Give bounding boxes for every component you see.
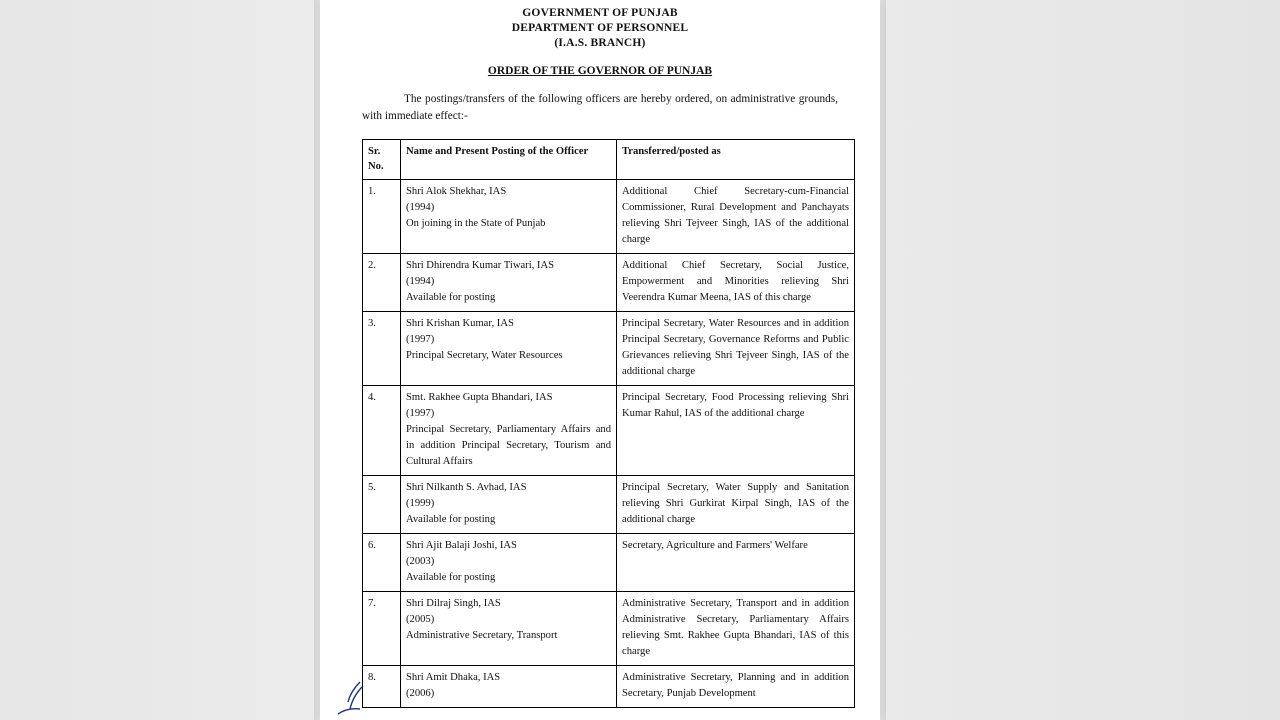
cell-sr-no: 2. xyxy=(363,254,401,312)
page-shadow-right xyxy=(880,0,886,720)
table-row xyxy=(363,534,855,592)
cell-officer xyxy=(401,592,617,666)
cell-sr-no: 5. xyxy=(363,476,401,534)
cell-transferred: Secretary, Agriculture and Farmers' Welfare xyxy=(617,534,855,592)
document-page xyxy=(320,0,880,720)
cell-officer xyxy=(401,254,617,312)
intro-text: The postings/transfers of the following officers are hereby ordered, on administrative grounds, with immediate effect:- xyxy=(362,93,838,122)
cell-transferred: Additional Chief Secretary, Social Justice, Empowerment and Minorities relieving Shri Veerendra Kumar Meena, IAS of this charge xyxy=(617,254,855,312)
officer-line: Smt. Rakhee Gupta Bhandari, IAS xyxy=(406,392,553,403)
cell-sr-no: 6. xyxy=(363,534,401,592)
cell-sr-no: 7. xyxy=(363,592,401,666)
officer-line: Shri Amit Dhaka, IAS xyxy=(406,672,501,683)
officer-line: Shri Krishan Kumar, IAS xyxy=(406,318,514,329)
cell-officer xyxy=(401,666,617,708)
officer-line: (1994) xyxy=(406,202,435,213)
table-row xyxy=(363,666,855,708)
column-header-sr-no: Sr. No. xyxy=(363,140,401,180)
cell-officer xyxy=(401,312,617,386)
table-row xyxy=(363,592,855,666)
officer-line: Available for posting xyxy=(406,514,496,525)
officer-line: Shri Dhirendra Kumar Tiwari, IAS xyxy=(406,260,555,271)
cell-transferred: Administrative Secretary, Transport and in addition Administrative Secretary, Parliamentary Affairs relieving Smt. Rakhee Gupta Bhandari, IAS of this charge xyxy=(617,592,855,666)
cell-officer xyxy=(401,476,617,534)
column-header-officer: Name and Present Posting of the Officer xyxy=(401,140,617,180)
header-line-1: GOVERNMENT OF PUNJAB xyxy=(522,7,678,19)
officer-line: Shri Alok Shekhar, IAS xyxy=(406,186,507,197)
officer-line: (1997) xyxy=(406,408,435,419)
table-row xyxy=(363,312,855,386)
order-title: ORDER OF THE GOVERNOR OF PUNJAB xyxy=(487,65,713,77)
cell-sr-no: 8. xyxy=(363,666,401,708)
cell-sr-no: 3. xyxy=(363,312,401,386)
document-header xyxy=(362,6,838,51)
officer-line: (1997) xyxy=(406,334,435,345)
cell-sr-no: 4. xyxy=(363,386,401,476)
officer-line: (2003) xyxy=(406,556,435,567)
officer-line: Administrative Secretary, Transport xyxy=(406,630,558,641)
column-header-transferred: Transferred/posted as xyxy=(617,140,855,180)
cell-transferred: Administrative Secretary, Planning and in addition Secretary, Punjab Development xyxy=(617,666,855,708)
officer-line: On joining in the State of Punjab xyxy=(406,218,546,229)
intro-paragraph xyxy=(362,91,838,125)
table-row xyxy=(363,476,855,534)
officer-line: Shri Nilkanth S. Avhad, IAS xyxy=(406,482,527,493)
cell-transferred: Principal Secretary, Water Supply and Sanitation relieving Shri Gurkirat Kirpal Singh, IAS of the additional charge xyxy=(617,476,855,534)
officer-line: (1999) xyxy=(406,498,435,509)
cell-transferred: Principal Secretary, Food Processing relieving Shri Kumar Rahul, IAS of the additional charge xyxy=(617,386,855,476)
officer-line: (2006) xyxy=(406,688,435,699)
header-line-2: DEPARTMENT OF PERSONNEL xyxy=(511,22,689,34)
officer-line: Available for posting xyxy=(406,292,496,303)
orders-table xyxy=(362,139,855,708)
cell-officer xyxy=(401,386,617,476)
officer-line: (1994) xyxy=(406,276,435,287)
officer-line: Available for posting xyxy=(406,572,496,583)
officer-line: (2005) xyxy=(406,614,435,625)
table-row xyxy=(363,180,855,254)
cell-transferred: Additional Chief Secretary-cum-Financial Commissioner, Rural Development and Panchayats relieving Shri Tejveer Singh, IAS of the additional charge xyxy=(617,180,855,254)
table-row xyxy=(363,254,855,312)
cell-officer xyxy=(401,534,617,592)
officer-line: Principal Secretary, Parliamentary Affairs and in addition Principal Secretary, Tourism and Cultural Affairs xyxy=(406,424,611,467)
table-header-row xyxy=(363,140,855,180)
cell-sr-no: 1. xyxy=(363,180,401,254)
officer-line: Shri Ajit Balaji Joshi, IAS xyxy=(406,540,517,551)
table-row xyxy=(363,386,855,476)
officer-line: Principal Secretary, Water Resources xyxy=(406,350,563,361)
officer-line: Shri Dilraj Singh, IAS xyxy=(406,598,501,609)
cell-officer xyxy=(401,180,617,254)
header-line-3: (I.A.S. BRANCH) xyxy=(554,37,646,49)
cell-transferred: Principal Secretary, Water Resources and in addition Principal Secretary, Governance Reforms and Public Grievances relieving Shri Tejveer Singh, IAS of the additional charge xyxy=(617,312,855,386)
